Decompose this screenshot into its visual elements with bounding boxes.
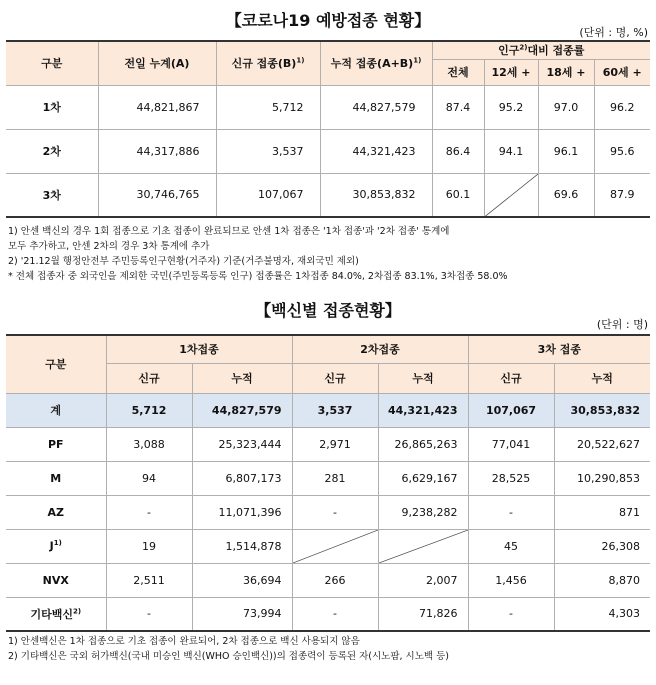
table-row [6,529,650,563]
diagonal-slash-icon [293,530,378,563]
table2-title: 【백신별 접종현황】 [255,301,401,320]
header-rate-group: 인구$^{2)}$대비 접종률 [432,41,650,59]
note-line: 2) '21.12월 행정안전부 주민등록인구현황(거주자) 기준(거주불명자, 재외국민 제외) [8,256,359,267]
header-dose2: 2차접종 [292,335,468,363]
cell-na [292,529,378,563]
cell-d1c: 11,071,396 [192,495,292,529]
table-row [6,461,650,495]
cell-all: 86.4 [432,129,484,173]
header-gubun: 구분 [6,41,98,85]
row-label: 기타백신$^{2)}$ [6,597,106,631]
cell-d2c: 6,629,167 [378,461,468,495]
cell-d1c: 25,323,444 [192,427,292,461]
cell-d1c: 1,514,878 [192,529,292,563]
cell-na [378,529,468,563]
note-line: 1) 안센백신은 1차 접종으로 기초 접종이 완료되어, 2차 접종으로 백신 사용되지 않음 [8,636,360,647]
row-label: AZ [6,495,106,529]
cell-d1c: 44,827,579 [192,393,292,427]
header-dose1: 1차접종 [106,335,292,363]
cell-d1n: 3,088 [106,427,192,461]
cell-d2c: 26,865,263 [378,427,468,461]
cell-cum: 44,827,579 [320,85,432,129]
cell-age60: 87.9 [594,173,650,217]
table-row [6,597,650,631]
cell-d3c: 26,308 [554,529,650,563]
diagonal-slash-icon [379,530,468,563]
row-label: 1차 [6,85,98,129]
table2-unit: (단위 : 명) [596,318,648,331]
cell-new: 107,067 [216,173,320,217]
cell-d2n: 281 [292,461,378,495]
cell-cum: 30,853,832 [320,173,432,217]
cell-d1n: - [106,495,192,529]
cell-d1n: 5,712 [106,393,192,427]
cell-d3n: - [468,597,554,631]
table-row [6,427,650,461]
cell-d2n: 2,971 [292,427,378,461]
table2-notes [8,634,648,664]
header-new: 신규 접종$(B)^{1)}$ [216,41,320,85]
cell-d3c: 8,870 [554,563,650,597]
table1-notes [8,224,648,284]
note-line: 2) 기타백신은 국외 허가백신(국내 미승인 백신(WHO 승인백신))의 접종력이 등록된 자(시노팜, 시노백 등) [8,651,449,662]
header-age12: 12세 + [484,59,538,85]
cell-d3n: 1,456 [468,563,554,597]
cell-d3n: 77,041 [468,427,554,461]
cell-new: 5,712 [216,85,320,129]
cell-age18: 96.1 [538,129,594,173]
cell-d1n: 94 [106,461,192,495]
cell-d2c: 2,007 [378,563,468,597]
cell-d2c: 71,826 [378,597,468,631]
header-cum: 누적 [554,363,650,393]
cell-d3c: 4,303 [554,597,650,631]
cell-d3n: 28,525 [468,461,554,495]
cell-prev: 30,746,765 [98,173,216,217]
cell-d1c: 6,807,173 [192,461,292,495]
total-row [6,393,650,427]
cell-d1c: 36,694 [192,563,292,597]
cell-d1n: 2,511 [106,563,192,597]
cell-age12: 95.2 [484,85,538,129]
header-all: 전체 [432,59,484,85]
cell-prev: 44,821,867 [98,85,216,129]
header-cum: 누적 [378,363,468,393]
header-prev-total: 전일 누계(A) [98,41,216,85]
header-new: 신규 [468,363,554,393]
vaccination-status-table [6,40,650,218]
cell-all: 87.4 [432,85,484,129]
table1-unit: (단위 : 명, %) [579,26,648,39]
cell-d2c: 9,238,282 [378,495,468,529]
table-row [6,495,650,529]
table-row [6,173,650,217]
diagonal-slash-icon [485,174,538,217]
cell-d1n: - [106,597,192,631]
cell-d3c: 20,522,627 [554,427,650,461]
row-label: 3차 [6,173,98,217]
note-line: 모두 추가하고, 안센 2차의 경우 3차 통계에 추가 [8,241,210,252]
row-label: M [6,461,106,495]
header-cum: 누적 [192,363,292,393]
row-label: PF [6,427,106,461]
row-label: 2차 [6,129,98,173]
table-row [6,85,650,129]
cell-d2n: 266 [292,563,378,597]
note-line: 1) 안센 백신의 경우 1회 접종으로 기초 접종이 완료되므로 안센 1차 접종은 '1차 접종'과 '2차 접종' 통계에 [8,226,450,237]
header-new: 신규 [106,363,192,393]
cell-d3c: 10,290,853 [554,461,650,495]
cell-all: 60.1 [432,173,484,217]
cell-age12-na [484,173,538,217]
cell-d3n: 107,067 [468,393,554,427]
cell-d1n: 19 [106,529,192,563]
table1-title: 【코로나19 예방접종 현황】 [225,11,431,30]
cell-d3n: - [468,495,554,529]
cell-d3c: 871 [554,495,650,529]
table-row [6,563,650,597]
cell-d2n: 3,537 [292,393,378,427]
header-age60: 60세 + [594,59,650,85]
cell-d1c: 73,994 [192,597,292,631]
cell-age60: 95.6 [594,129,650,173]
header-new: 신규 [292,363,378,393]
header-age18: 18세 + [538,59,594,85]
header-dose3: 3차 접종 [468,335,650,363]
cell-age12: 94.1 [484,129,538,173]
note-line: * 전체 접종자 중 외국인을 제외한 국민(주민등록등록 인구) 접종률은 1차접종 84.0%, 2차접종 83.1%, 3차접종 58.0% [8,271,508,282]
cell-d2n: - [292,495,378,529]
cell-d3n: 45 [468,529,554,563]
vaccine-type-table [6,334,650,632]
table-row [6,129,650,173]
cell-d3c: 30,853,832 [554,393,650,427]
cell-d2c: 44,321,423 [378,393,468,427]
cell-age60: 96.2 [594,85,650,129]
cell-age18: 97.0 [538,85,594,129]
row-label: 계 [6,393,106,427]
row-label: NVX [6,563,106,597]
header-gubun: 구분 [6,335,106,393]
row-label: $J^{1)}$ [6,529,106,563]
cell-prev: 44,317,886 [98,129,216,173]
cell-cum: 44,321,423 [320,129,432,173]
cell-age18: 69.6 [538,173,594,217]
cell-d2n: - [292,597,378,631]
cell-new: 3,537 [216,129,320,173]
header-cum: 누적 접종$(A+B)^{1)}$ [320,41,432,85]
